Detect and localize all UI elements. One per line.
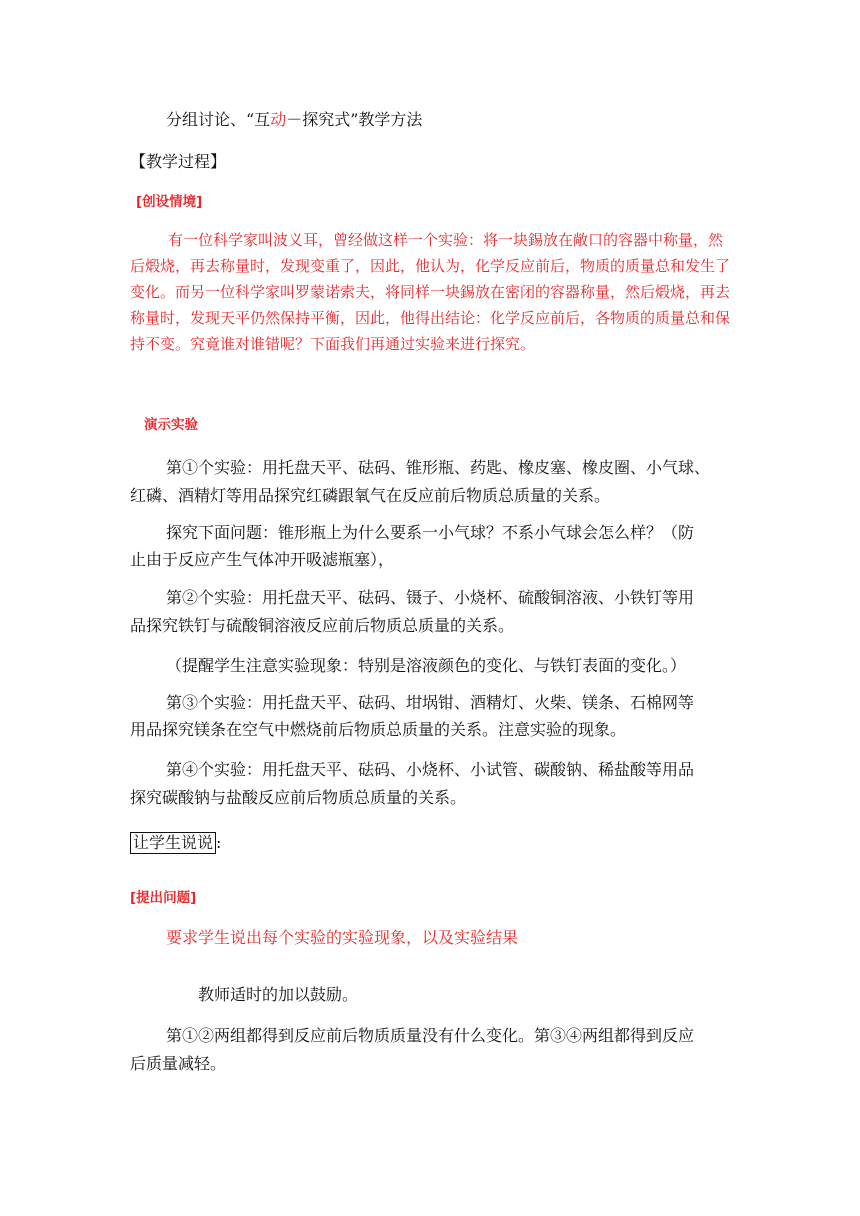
result-line: 后质量减轻。 xyxy=(130,1054,227,1073)
method-post: －探究式”教学方法 xyxy=(286,110,423,129)
scene-line: 持不变。究竟谁对谁错呢？下面我们再通过实验来进行探究。 xyxy=(130,335,536,353)
scene-line: 变化。而另一位科学家叫罗蒙诺索夫，将同样一块錫放在密闭的容器称量，然后煅烧，再去 xyxy=(130,283,731,301)
teaching-method-line xyxy=(166,107,422,130)
ask-heading: [提出问题] xyxy=(130,890,197,906)
experiment-line: 第①个实验：用托盘天平、砝码、锥形瓶、药匙、橡皮塞、橡皮圈、小气球、 xyxy=(166,458,711,477)
experiment-line: 第③个实验：用托盘天平、砝码、坩埚钳、酒精灯、火柴、镁条、石棉网等 xyxy=(166,693,695,712)
students-speak-colon: : xyxy=(216,833,222,852)
method-highlight: 动 xyxy=(270,110,287,129)
experiment-line: 第②个实验：用托盘天平、砝码、镊子、小烧杯、硫酸铜溶液、小铁钉等用 xyxy=(166,588,695,607)
question-line: 探究下面问题：锥形瓶上为什么要系一小气球？不系小气球会怎么样？（防 xyxy=(166,523,695,542)
question-line: 止由于反应产生气体冲开吸滤瓶塞）， xyxy=(130,550,395,569)
demo-heading: 演示实验 xyxy=(144,417,198,433)
students-speak-box: 让学生说说 xyxy=(130,832,216,854)
scene-heading: [创设情境] xyxy=(136,194,203,210)
scene-line: 有一位科学家叫波义耳，曾经做这样一个实验：将一块錫放在敞口的容器中称量，然 xyxy=(168,231,724,249)
ask-text: 要求学生说出每个实验的实验现象，以及实验结果 xyxy=(166,928,519,947)
method-pre: 分组讨论、“互 xyxy=(166,110,271,129)
encourage-note: 教师适时的加以鼓励。 xyxy=(198,985,359,1004)
result-line: 第①②两组都得到反应前后物质质量没有什么变化。第③④两组都得到反应 xyxy=(166,1026,695,1045)
scene-line: 后煅烧，再去称量时，发现变重了，因此，他认为，化学反应前后，物质的质量总和发生了 xyxy=(130,257,731,275)
experiment-line: 探究碳酸钠与盐酸反应前后物质总质量的关系。 xyxy=(130,788,467,807)
experiment-line: 红磷、酒精灯等用品探究红磷跟氧气在反应前后物质总质量的关系。 xyxy=(130,486,611,505)
process-heading: 【教学过程】 xyxy=(130,152,227,171)
scene-line: 称量时，发现天平仍然保持平衡，因此，他得出结论：化学反应前后，各物质的质量总和保 xyxy=(130,309,731,327)
experiment-line: 第④个实验：用托盘天平、砝码、小烧杯、小试管、碳酸钠、稀盐酸等用品 xyxy=(166,760,695,779)
students-speak-line xyxy=(130,832,221,854)
experiment-line: 用品探究镁条在空气中燃烧前后物质总质量的关系。注意实验的现象。 xyxy=(130,720,627,739)
experiment-line: 品探究铁钉与硫酸铜溶液反应前后物质总质量的关系。 xyxy=(130,616,515,635)
reminder-note: （提醒学生注意实验现象：特别是溶液颜色的变化、与铁钉表面的变化。） xyxy=(166,656,687,675)
